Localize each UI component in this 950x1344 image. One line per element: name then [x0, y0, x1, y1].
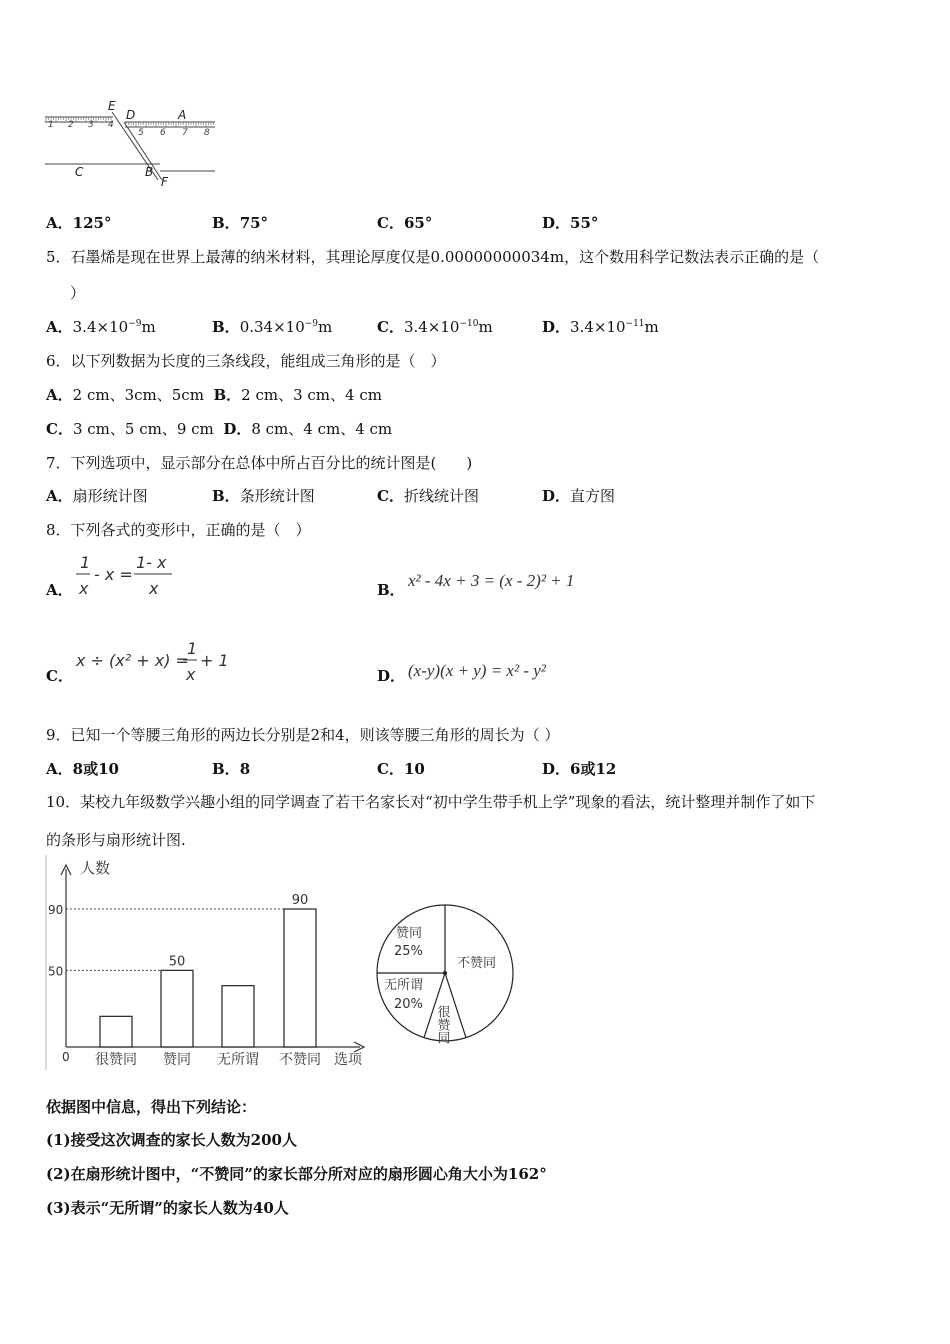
option-text: 6或12	[570, 760, 617, 778]
q7-option-c	[377, 485, 479, 506]
option-unit: m	[478, 318, 493, 336]
q4-option-b	[212, 212, 268, 233]
fraction-numerator: 1	[80, 553, 91, 572]
q10-stem-line1	[46, 791, 815, 812]
option-text: 55°	[570, 214, 599, 232]
category-label: 赞同	[163, 1052, 191, 1068]
bar-chart	[40, 855, 375, 1075]
label-C: C	[75, 165, 84, 179]
option-key: A．	[46, 214, 73, 232]
pie-center	[443, 971, 447, 975]
bar-4	[284, 909, 316, 1047]
option-key: B．	[212, 487, 240, 505]
origin-label: 0	[62, 1050, 70, 1064]
option-base: 3.4×10	[72, 318, 129, 336]
q7-option-a	[46, 485, 148, 506]
y-tick-label: 90	[48, 903, 64, 917]
q8-formula-d: (x-y)(x + y) = x² - y²	[408, 661, 546, 680]
pie-label-zantong: 赞同	[396, 926, 423, 941]
bar-1	[100, 1016, 132, 1047]
option-key: D．	[542, 214, 571, 232]
q9-stem	[46, 724, 559, 745]
question-text: 下列选项中，显示部分在总体中所占百分比的统计图是( )	[70, 454, 473, 472]
option-exponent: −11	[625, 319, 645, 329]
conclusion-1: (1)接受这次调查的家长人数为200人	[46, 1131, 297, 1149]
category-label: 不赞同	[279, 1052, 321, 1068]
q9-option-b	[212, 758, 250, 779]
q8-formula-c	[76, 638, 236, 686]
option-key: B．	[212, 760, 240, 778]
question-number: 5．	[46, 248, 71, 266]
ruler-tick-1: 1	[48, 120, 54, 130]
option-key: C．	[377, 318, 404, 336]
ruler-tick-6: 6	[160, 128, 166, 138]
question-number: 9．	[46, 726, 71, 744]
option-unit: m	[318, 318, 333, 336]
option-text: 125°	[72, 214, 112, 232]
question-number: 8．	[46, 521, 71, 539]
option-unit: m	[644, 318, 659, 336]
q5-option-d	[542, 316, 659, 337]
option-unit: m	[141, 318, 156, 336]
option-text: 直方图	[570, 487, 616, 505]
question-text: 下列各式的变形中，正确的是（ ）	[70, 521, 311, 539]
q6-stem	[46, 350, 446, 371]
q9-option-a	[46, 758, 119, 779]
option-base: 0.34×10	[239, 318, 305, 336]
bar-3	[222, 986, 254, 1047]
option-base: 3.4×10	[403, 318, 460, 336]
option-text: 3 cm、5 cm、9 cm	[72, 420, 214, 438]
conclusion-3: (3)表示“无所谓”的家长人数为40人	[46, 1199, 289, 1217]
option-exponent: −10	[459, 319, 479, 329]
pie-percent-wusuowei: 20%	[394, 997, 423, 1012]
formula-left: x ÷ (x² + x) =	[76, 651, 189, 670]
fraction-numerator: 1- x	[136, 553, 167, 572]
pie-label-henzantong: 很赞同	[434, 1005, 450, 1044]
q8-stem	[46, 519, 311, 540]
q9-option-c	[377, 758, 425, 779]
bar-data-label: 50	[168, 954, 186, 970]
q10-intro: 依据图中信息，得出下列结论：	[46, 1098, 257, 1116]
q7-option-d	[542, 485, 615, 506]
q9-option-d	[542, 758, 616, 779]
fraction-denominator: x	[79, 579, 89, 598]
question-text: 以下列数据为长度的三条线段，能组成三角形的是（ ）	[70, 352, 446, 370]
formula-middle: - x =	[94, 565, 133, 584]
ruler-figure	[40, 98, 225, 193]
question-text: 某校九年级数学兴趣小组的同学调查了若干名家长对“初中学生带手机上学”现象的看法，统计整理并制作了如下	[80, 793, 816, 811]
option-text: 8或10	[72, 760, 119, 778]
ruler-tick-5: 5	[138, 128, 144, 138]
y-axis-label: 人数	[80, 859, 111, 877]
ruler-tick-8: 8	[204, 128, 210, 138]
pie-label-wusuowei: 无所谓	[384, 978, 424, 993]
option-text: 2 cm、3 cm、4 cm	[241, 386, 382, 404]
label-E: E	[108, 99, 116, 113]
option-key: B．	[212, 318, 240, 336]
category-label: 无所谓	[217, 1052, 259, 1068]
option-base: 3.4×10	[570, 318, 626, 336]
q8-key-b: B．	[377, 581, 405, 599]
option-exponent: −9	[128, 319, 142, 329]
option-key: D．	[542, 760, 571, 778]
question-text: 已知一个等腰三角形的两边长分别是2和4，则该等腰三角形的周长为（ ）	[70, 726, 560, 744]
option-text: 折线统计图	[403, 487, 479, 505]
option-key: C．	[377, 214, 404, 232]
option-text: 75°	[239, 214, 269, 232]
question-number: 10．	[46, 793, 81, 811]
label-B: B	[145, 165, 154, 179]
label-A: A	[178, 108, 187, 122]
option-key: C．	[46, 420, 73, 438]
formula-right: + 1	[200, 651, 229, 670]
y-tick-label: 50	[48, 964, 64, 979]
q5-stem	[46, 246, 819, 267]
bar-2	[161, 970, 193, 1047]
option-text: 8	[239, 760, 251, 778]
question-number: 6．	[46, 352, 71, 370]
label-D: D	[126, 108, 136, 122]
q5-option-c	[377, 316, 493, 337]
q5-option-b	[212, 316, 332, 337]
category-label: 很赞同	[95, 1052, 137, 1068]
q8-formula-b: x² - 4x + 3 = (x - 2)² + 1	[408, 571, 575, 590]
fraction-numerator: 1	[187, 639, 198, 658]
q7-option-b	[212, 485, 315, 506]
conclusion-2: (2)在扇形统计图中，“不赞同”的家长部分所对应的扇形圆心角大小为162°	[46, 1165, 547, 1183]
label-F: F	[161, 175, 168, 189]
q4-option-a	[46, 212, 111, 233]
q8-key-a: A．	[46, 581, 73, 599]
fraction-denominator: x	[186, 665, 196, 684]
option-key: B．	[213, 386, 242, 404]
option-text: 8 cm、4 cm、4 cm	[251, 420, 393, 438]
option-text: 10	[403, 760, 425, 778]
ruler-tick-3: 3	[88, 120, 94, 130]
option-text: 条形统计图	[239, 487, 315, 505]
option-text: 扇形统计图	[72, 487, 148, 505]
fraction-denominator: x	[149, 579, 159, 598]
option-key: D．	[223, 420, 252, 438]
option-text: 2 cm、3cm、5cm	[72, 386, 204, 404]
pie-label-buzantong: 不赞同	[457, 956, 497, 971]
q8-key-c: C．	[46, 667, 73, 685]
option-key: A．	[46, 386, 73, 404]
option-key: C．	[377, 487, 404, 505]
q4-option-c	[377, 212, 432, 233]
bar-data-label: 90	[291, 893, 309, 908]
x-axis-label: 选项	[334, 1052, 362, 1068]
q4-option-d	[542, 212, 598, 233]
q7-stem	[46, 452, 472, 473]
question-text: 石墨烯是现在世界上最薄的纳米材料，其理论厚度仅是0.00000000034m，这个数用科学记数法表示正确的是（	[70, 248, 820, 266]
option-key: B．	[212, 214, 240, 232]
ruler-tick-2: 2	[68, 120, 74, 130]
option-exponent: −9	[304, 319, 319, 329]
option-key: C．	[377, 760, 404, 778]
q6-options-line2	[46, 418, 392, 439]
ruler-tick-7: 7	[182, 128, 188, 138]
option-key: A．	[46, 318, 73, 336]
ruler-tick-4: 4	[108, 120, 114, 130]
option-text: 65°	[403, 214, 433, 232]
pie-chart	[370, 895, 520, 1050]
option-key: D．	[542, 318, 571, 336]
option-key: A．	[46, 760, 73, 778]
option-key: A．	[46, 487, 73, 505]
pie-percent-zantong: 25%	[394, 944, 423, 959]
question-number: 7．	[46, 454, 71, 472]
q10-stem-line2: 的条形与扇形统计图.	[46, 831, 186, 849]
q6-options-line1	[46, 384, 382, 405]
option-key: D．	[542, 487, 571, 505]
q5-stem-end: ）	[70, 284, 86, 302]
q5-option-a	[46, 316, 156, 337]
q8-key-d: D．	[377, 667, 406, 685]
q8-formula-a	[74, 552, 184, 600]
